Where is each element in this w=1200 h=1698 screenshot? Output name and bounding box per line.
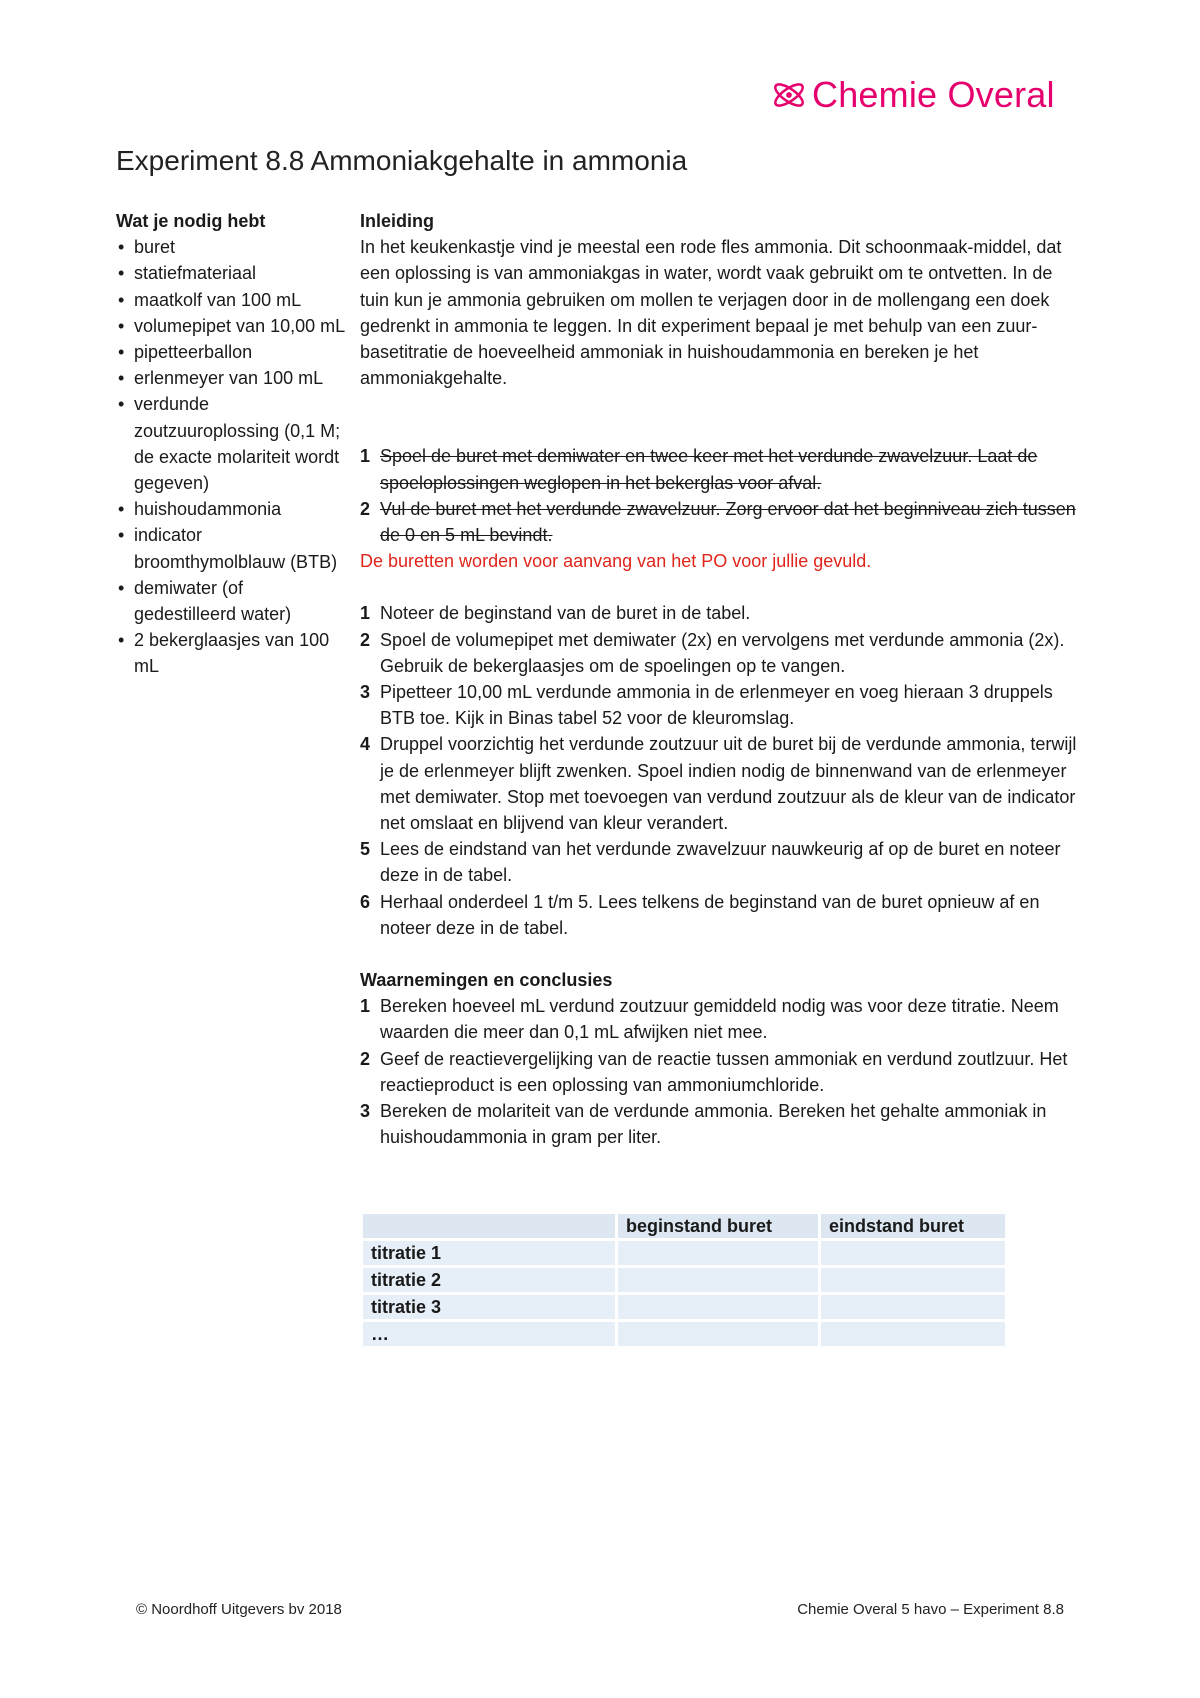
- step-text: Herhaal onderdeel 1 t/m 5. Lees telkens de beginstand van de buret opnieuw af en noteer deze in de tabel.: [380, 891, 1040, 938]
- titration-table: [360, 1211, 1008, 1349]
- list-item: • pipetteerballon: [116, 339, 346, 365]
- red-note: De buretten worden voor aanvang van het PO voor jullie gevuld.: [360, 551, 872, 572]
- list-item: • volumepipet van 10,00 mL: [116, 313, 346, 339]
- list-item: [360, 993, 1080, 1045]
- list-item: [360, 731, 1080, 836]
- conclusions-heading: Waarnemingen en conclusies: [360, 970, 613, 991]
- list-item: [360, 496, 1080, 548]
- struck-steps: [360, 443, 1080, 548]
- step-text: Noteer de beginstand van de buret in de tabel.: [380, 603, 751, 624]
- table-header-cell: [363, 1214, 615, 1238]
- table-header-row: [363, 1214, 1005, 1238]
- table-cell: [618, 1241, 818, 1265]
- list-item: • 2 bekerglaasjes van 100 mL: [116, 627, 346, 679]
- step-text: Bereken de molariteit van de verdunde ammonia. Bereken het gehalte ammoniak in huishoudammonia in gram per liter.: [380, 1101, 1047, 1148]
- intro-text: In het keukenkastje vind je meestal een rode fles ammonia. Dit schoonmaak-middel, dat een oplossing is van ammoniakgas in water, wordt vaak gebruikt om te ontvetten. In de tuin kun je ammonia gebruiken om mollen te verjagen door in de mollengang een doek gedrenkt in ammonia te leggen. In dit experiment bepaal je met behulp van een zuur-basetitratie de hoeveelheid ammoniak in huishoudammonia en bereken je het ammoniakgehalte.: [360, 237, 1062, 389]
- step-text: Lees de eindstand van het verdunde zwavelzuur nauwkeurig af op de buret en noteer deze in de tabel.: [380, 839, 1061, 886]
- list-item: [360, 836, 1080, 888]
- step-number: 3: [360, 682, 371, 703]
- table-cell: …: [363, 1322, 615, 1346]
- list-item: • huishoudammonia: [116, 496, 346, 522]
- step-number: 6: [360, 891, 371, 912]
- table-cell: [821, 1322, 1005, 1346]
- step-text: Druppel voorzichtig het verdunde zoutzuur uit de buret bij de verdunde ammonia, terwijl je de erlenmeyer blijft zwenken. Spoel indien nodig de binnenwand van de erlenmeyer met demiwater. Stop met toevoegen van verdund zoutzuur als de kleur van de indicator net omslaat en blijvend van kleur verandert.: [380, 734, 1077, 834]
- step-number: 1: [360, 603, 371, 624]
- content-column: [360, 208, 1080, 1151]
- materials-column: [116, 208, 346, 680]
- materials-heading: Wat je nodig hebt: [116, 211, 266, 231]
- list-item: • buret: [116, 234, 346, 260]
- list-item: [360, 600, 1080, 626]
- table-row: [363, 1241, 1005, 1265]
- intro-heading: Inleiding: [360, 211, 434, 231]
- table-cell: [618, 1295, 818, 1319]
- materials-list: [116, 234, 346, 679]
- page-title: Experiment 8.8 Ammoniakgehalte in ammonia: [116, 145, 688, 176]
- step-number: 1: [360, 996, 371, 1017]
- atom-logo-icon: [770, 76, 808, 114]
- table-row: [363, 1322, 1005, 1346]
- logo-text: Chemie Overal: [812, 74, 1055, 115]
- table-header-cell: beginstand buret: [618, 1214, 818, 1238]
- step-number: 5: [360, 839, 371, 860]
- list-item: [360, 443, 1080, 495]
- step-number: 1: [360, 446, 371, 467]
- table-row: [363, 1268, 1005, 1292]
- table-cell: titratie 3: [363, 1295, 615, 1319]
- list-item: • indicator broomthymolblauw (BTB): [116, 522, 346, 574]
- step-text: Bereken hoeveel mL verdund zoutzuur gemiddeld nodig was voor deze titratie. Neem waarden die meer dan 0,1 mL afwijken niet mee.: [380, 996, 1059, 1043]
- procedure-steps: [360, 600, 1080, 941]
- brand-logo: [770, 74, 1055, 116]
- table-cell: [618, 1322, 818, 1346]
- list-item: • verdunde zoutzuuroplossing (0,1 M; de exacte molariteit wordt gegeven): [116, 391, 346, 496]
- table-cell: [821, 1241, 1005, 1265]
- list-item: • maatkolf van 100 mL: [116, 287, 346, 313]
- list-item: [360, 627, 1080, 679]
- step-number: 2: [360, 1048, 371, 1069]
- table-cell: [821, 1295, 1005, 1319]
- table-header-cell: eindstand buret: [821, 1214, 1005, 1238]
- step-text: Geef de reactievergelijking van de reactie tussen ammoniak en verdund zoutlzuur. Het reactieproduct is een oplossing van ammoniumchloride.: [380, 1048, 1068, 1095]
- list-item: [360, 1098, 1080, 1150]
- table-cell: titratie 1: [363, 1241, 615, 1265]
- list-item: [360, 1046, 1080, 1098]
- table-cell: [821, 1268, 1005, 1292]
- footer-book-ref: Chemie Overal 5 havo – Experiment 8.8: [797, 1601, 1064, 1618]
- step-text: Vul de buret met het verdunde zwavelzuur. Zorg ervoor dat het beginniveau zich tussen de 0 en 5 mL bevindt.: [380, 498, 1076, 546]
- list-item: [360, 889, 1080, 941]
- list-item: • demiwater (of gedestilleerd water): [116, 575, 346, 627]
- step-number: 2: [360, 498, 371, 519]
- conclusions-list: [360, 993, 1080, 1150]
- step-number: 4: [360, 734, 371, 755]
- step-text: Pipetteer 10,00 mL verdunde ammonia in de erlenmeyer en voeg hieraan 3 druppels BTB toe. Kijk in Binas tabel 52 voor de kleuromslag.: [380, 682, 1053, 729]
- table-cell: titratie 2: [363, 1268, 615, 1292]
- step-number: 3: [360, 1101, 371, 1122]
- footer-copyright: © Noordhoff Uitgevers bv 2018: [136, 1601, 342, 1618]
- list-item: • statiefmateriaal: [116, 260, 346, 286]
- step-text: Spoel de volumepipet met demiwater (2x) en vervolgens met verdunde ammonia (2x). Gebruik de bekerglaasjes om de spoelingen op te vangen.: [380, 629, 1065, 676]
- table-row: [363, 1295, 1005, 1319]
- table-cell: [618, 1268, 818, 1292]
- list-item: • erlenmeyer van 100 mL: [116, 365, 346, 391]
- step-text: Spoel de buret met demiwater en twee keer met het verdunde zwavelzuur. Laat de spoeloplossingen weglopen in het bekerglas voor afval.: [380, 446, 1038, 493]
- list-item: [360, 679, 1080, 731]
- step-number: 2: [360, 629, 371, 650]
